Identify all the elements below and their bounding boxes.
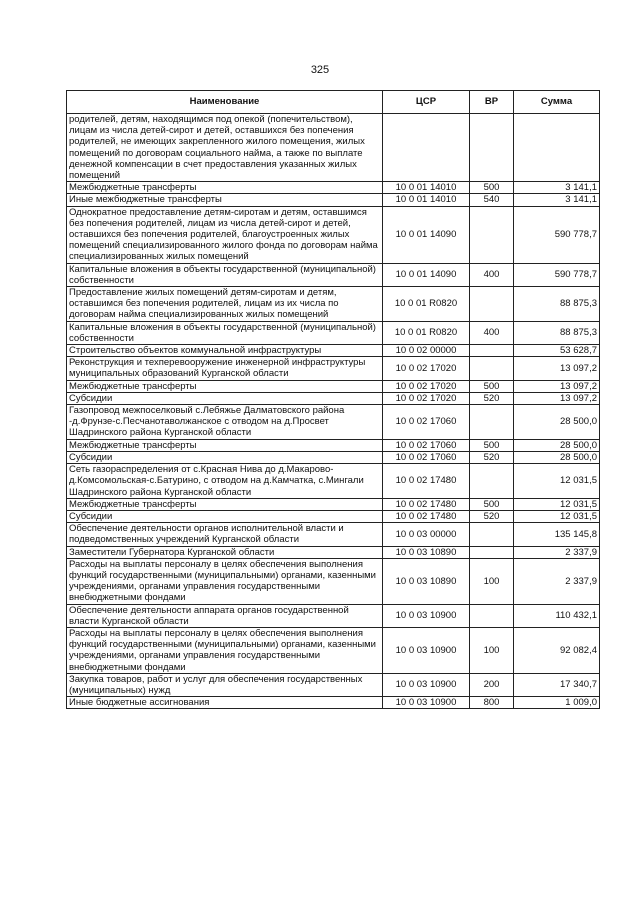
- cell-sum: 92 082,4: [514, 627, 600, 673]
- cell-sum: 110 432,1: [514, 604, 600, 627]
- cell-vr: 100: [470, 558, 514, 604]
- cell-sum: 28 500,0: [514, 439, 600, 451]
- cell-name: Межбюджетные трансферты: [67, 498, 383, 510]
- cell-vr: [470, 345, 514, 357]
- header-csr: ЦСР: [383, 91, 470, 114]
- cell-vr: 400: [470, 263, 514, 286]
- table-row: [67, 546, 600, 558]
- header-sum: Сумма: [514, 91, 600, 114]
- cell-sum: 17 340,7: [514, 673, 600, 696]
- cell-name: Расходы на выплаты персоналу в целях обеспечения выполнения функций государственными (муниципальными) органами, казенными учреждениями, органами управления государственными внебюджетными фондами: [67, 558, 383, 604]
- table-row: [67, 464, 600, 499]
- cell-vr: 540: [470, 194, 514, 206]
- cell-vr: 500: [470, 439, 514, 451]
- cell-vr: 800: [470, 697, 514, 709]
- cell-sum: 13 097,2: [514, 357, 600, 380]
- table-row: [67, 114, 600, 182]
- cell-sum: 28 500,0: [514, 451, 600, 463]
- cell-name: Строительство объектов коммунальной инфраструктуры: [67, 345, 383, 357]
- table-row: [67, 439, 600, 451]
- cell-csr: 10 0 03 10900: [383, 627, 470, 673]
- cell-sum: 3 141,1: [514, 182, 600, 194]
- table-row: [67, 287, 600, 322]
- cell-vr: [470, 523, 514, 546]
- cell-sum: 12 031,5: [514, 510, 600, 522]
- table-row: [67, 697, 600, 709]
- cell-vr: [470, 464, 514, 499]
- table-header-row: [67, 91, 600, 114]
- cell-name: Заместители Губернатора Курганской области: [67, 546, 383, 558]
- cell-sum: [514, 114, 600, 182]
- cell-name: Сеть газораспределения от с.Красная Нива до д.Макарово-д.Комсомольская-с.Батурино, с отводом на д.Камчатка, с.Мингали Шадринского района Курганской области: [67, 464, 383, 499]
- cell-csr: 10 0 03 10890: [383, 546, 470, 558]
- cell-sum: 135 145,8: [514, 523, 600, 546]
- cell-vr: [470, 114, 514, 182]
- cell-csr: 10 0 02 17020: [383, 357, 470, 380]
- cell-sum: 2 337,9: [514, 558, 600, 604]
- table-row: [67, 357, 600, 380]
- cell-csr: 10 0 01 14010: [383, 194, 470, 206]
- cell-csr: 10 0 03 10900: [383, 697, 470, 709]
- cell-vr: 400: [470, 321, 514, 344]
- cell-csr: 10 0 02 00000: [383, 345, 470, 357]
- cell-csr: 10 0 03 10890: [383, 558, 470, 604]
- cell-csr: 10 0 02 17480: [383, 498, 470, 510]
- cell-vr: [470, 287, 514, 322]
- cell-name: Предоставление жилых помещений детям-сиротам и детям, оставшимся без попечения родителей, лицам из их числа по договорам найма специализированных жилых помещений: [67, 287, 383, 322]
- cell-name: Обеспечение деятельности аппарата органов государственной власти Курганской области: [67, 604, 383, 627]
- cell-csr: 10 0 01 14010: [383, 182, 470, 194]
- table-row: [67, 392, 600, 404]
- cell-name: Однократное предоставление детям-сиротам и детям, оставшимся без попечения родителей, лицам из числа детей-сирот и детей, оставшихся без попечения родителей, благоустроенных жилых помещений специализированного жилого фонда по договорам найма специализированных жилых помещений: [67, 206, 383, 263]
- cell-vr: 500: [470, 380, 514, 392]
- table-row: [67, 627, 600, 673]
- table-row: [67, 194, 600, 206]
- table-row: [67, 558, 600, 604]
- cell-name: Иные межбюджетные трансферты: [67, 194, 383, 206]
- cell-sum: 88 875,3: [514, 321, 600, 344]
- cell-csr: 10 0 03 10900: [383, 604, 470, 627]
- table-row: [67, 345, 600, 357]
- cell-sum: 3 141,1: [514, 194, 600, 206]
- table-row: [67, 673, 600, 696]
- cell-vr: 500: [470, 498, 514, 510]
- cell-sum: 590 778,7: [514, 263, 600, 286]
- cell-name: Субсидии: [67, 451, 383, 463]
- cell-csr: 10 0 03 00000: [383, 523, 470, 546]
- cell-name: Обеспечение деятельности органов исполнительной власти и подведомственных учреждений Курганской области: [67, 523, 383, 546]
- cell-csr: 10 0 02 17060: [383, 405, 470, 440]
- table-body: [67, 114, 600, 709]
- cell-vr: [470, 546, 514, 558]
- cell-name: Межбюджетные трансферты: [67, 439, 383, 451]
- cell-name: Реконструкция и техперевооружение инженерной инфраструктуры муниципальных образований Курганской области: [67, 357, 383, 380]
- cell-csr: 10 0 02 17020: [383, 392, 470, 404]
- cell-csr: 10 0 02 17480: [383, 464, 470, 499]
- cell-vr: 520: [470, 392, 514, 404]
- cell-vr: [470, 206, 514, 263]
- cell-vr: 520: [470, 451, 514, 463]
- cell-name: Субсидии: [67, 392, 383, 404]
- cell-name: Субсидии: [67, 510, 383, 522]
- header-name: Наименование: [67, 91, 383, 114]
- cell-name: Капитальные вложения в объекты государственной (муниципальной) собственности: [67, 321, 383, 344]
- cell-sum: 2 337,9: [514, 546, 600, 558]
- cell-csr: 10 0 02 17060: [383, 451, 470, 463]
- cell-vr: [470, 357, 514, 380]
- cell-csr: 10 0 01 R0820: [383, 287, 470, 322]
- cell-csr: 10 0 02 17060: [383, 439, 470, 451]
- cell-name: Расходы на выплаты персоналу в целях обеспечения выполнения функций государственными (муниципальными) органами, казенными учреждениями, органами управления государственными внебюджетными фондами: [67, 627, 383, 673]
- table-row: [67, 206, 600, 263]
- cell-sum: 88 875,3: [514, 287, 600, 322]
- cell-name: родителей, детям, находящимся под опекой (попечительством), лицам из числа детей-сирот и детей, оставшихся без попечения родителей, не имеющих закрепленного жилого помещения, жилых помещений по договорам социального найма, а также по выплате денежной компенсации в счет предоставления указанных жилых помещений: [67, 114, 383, 182]
- cell-vr: 200: [470, 673, 514, 696]
- cell-csr: [383, 114, 470, 182]
- cell-sum: 13 097,2: [514, 380, 600, 392]
- cell-vr: 100: [470, 627, 514, 673]
- cell-vr: 500: [470, 182, 514, 194]
- cell-csr: 10 0 02 17480: [383, 510, 470, 522]
- table-row: [67, 523, 600, 546]
- cell-vr: [470, 604, 514, 627]
- header-vr: ВР: [470, 91, 514, 114]
- cell-name: Межбюджетные трансферты: [67, 182, 383, 194]
- table-row: [67, 321, 600, 344]
- cell-sum: 1 009,0: [514, 697, 600, 709]
- table-row: [67, 182, 600, 194]
- table-row: [67, 604, 600, 627]
- cell-csr: 10 0 03 10900: [383, 673, 470, 696]
- cell-vr: [470, 405, 514, 440]
- budget-table: [66, 90, 600, 709]
- page-number: 325: [310, 64, 330, 76]
- table-row: [67, 498, 600, 510]
- cell-sum: 53 628,7: [514, 345, 600, 357]
- table-row: [67, 451, 600, 463]
- cell-name: Закупка товаров, работ и услуг для обеспечения государственных (муниципальных) нужд: [67, 673, 383, 696]
- cell-csr: 10 0 01 14090: [383, 206, 470, 263]
- cell-sum: 12 031,5: [514, 464, 600, 499]
- table-row: [67, 380, 600, 392]
- cell-csr: 10 0 02 17020: [383, 380, 470, 392]
- cell-csr: 10 0 01 R0820: [383, 321, 470, 344]
- cell-name: Капитальные вложения в объекты государственной (муниципальной) собственности: [67, 263, 383, 286]
- table-row: [67, 510, 600, 522]
- cell-sum: 28 500,0: [514, 405, 600, 440]
- cell-name: Газопровод межпоселковый с.Лебяжье Далматовского района -д.Фрунзе-с.Песчанотаволжанское с отводом на д.Просвет Шадринского района Курганской области: [67, 405, 383, 440]
- cell-name: Межбюджетные трансферты: [67, 380, 383, 392]
- cell-vr: 520: [470, 510, 514, 522]
- cell-sum: 13 097,2: [514, 392, 600, 404]
- table-row: [67, 263, 600, 286]
- cell-sum: 12 031,5: [514, 498, 600, 510]
- table-row: [67, 405, 600, 440]
- cell-sum: 590 778,7: [514, 206, 600, 263]
- cell-name: Иные бюджетные ассигнования: [67, 697, 383, 709]
- cell-csr: 10 0 01 14090: [383, 263, 470, 286]
